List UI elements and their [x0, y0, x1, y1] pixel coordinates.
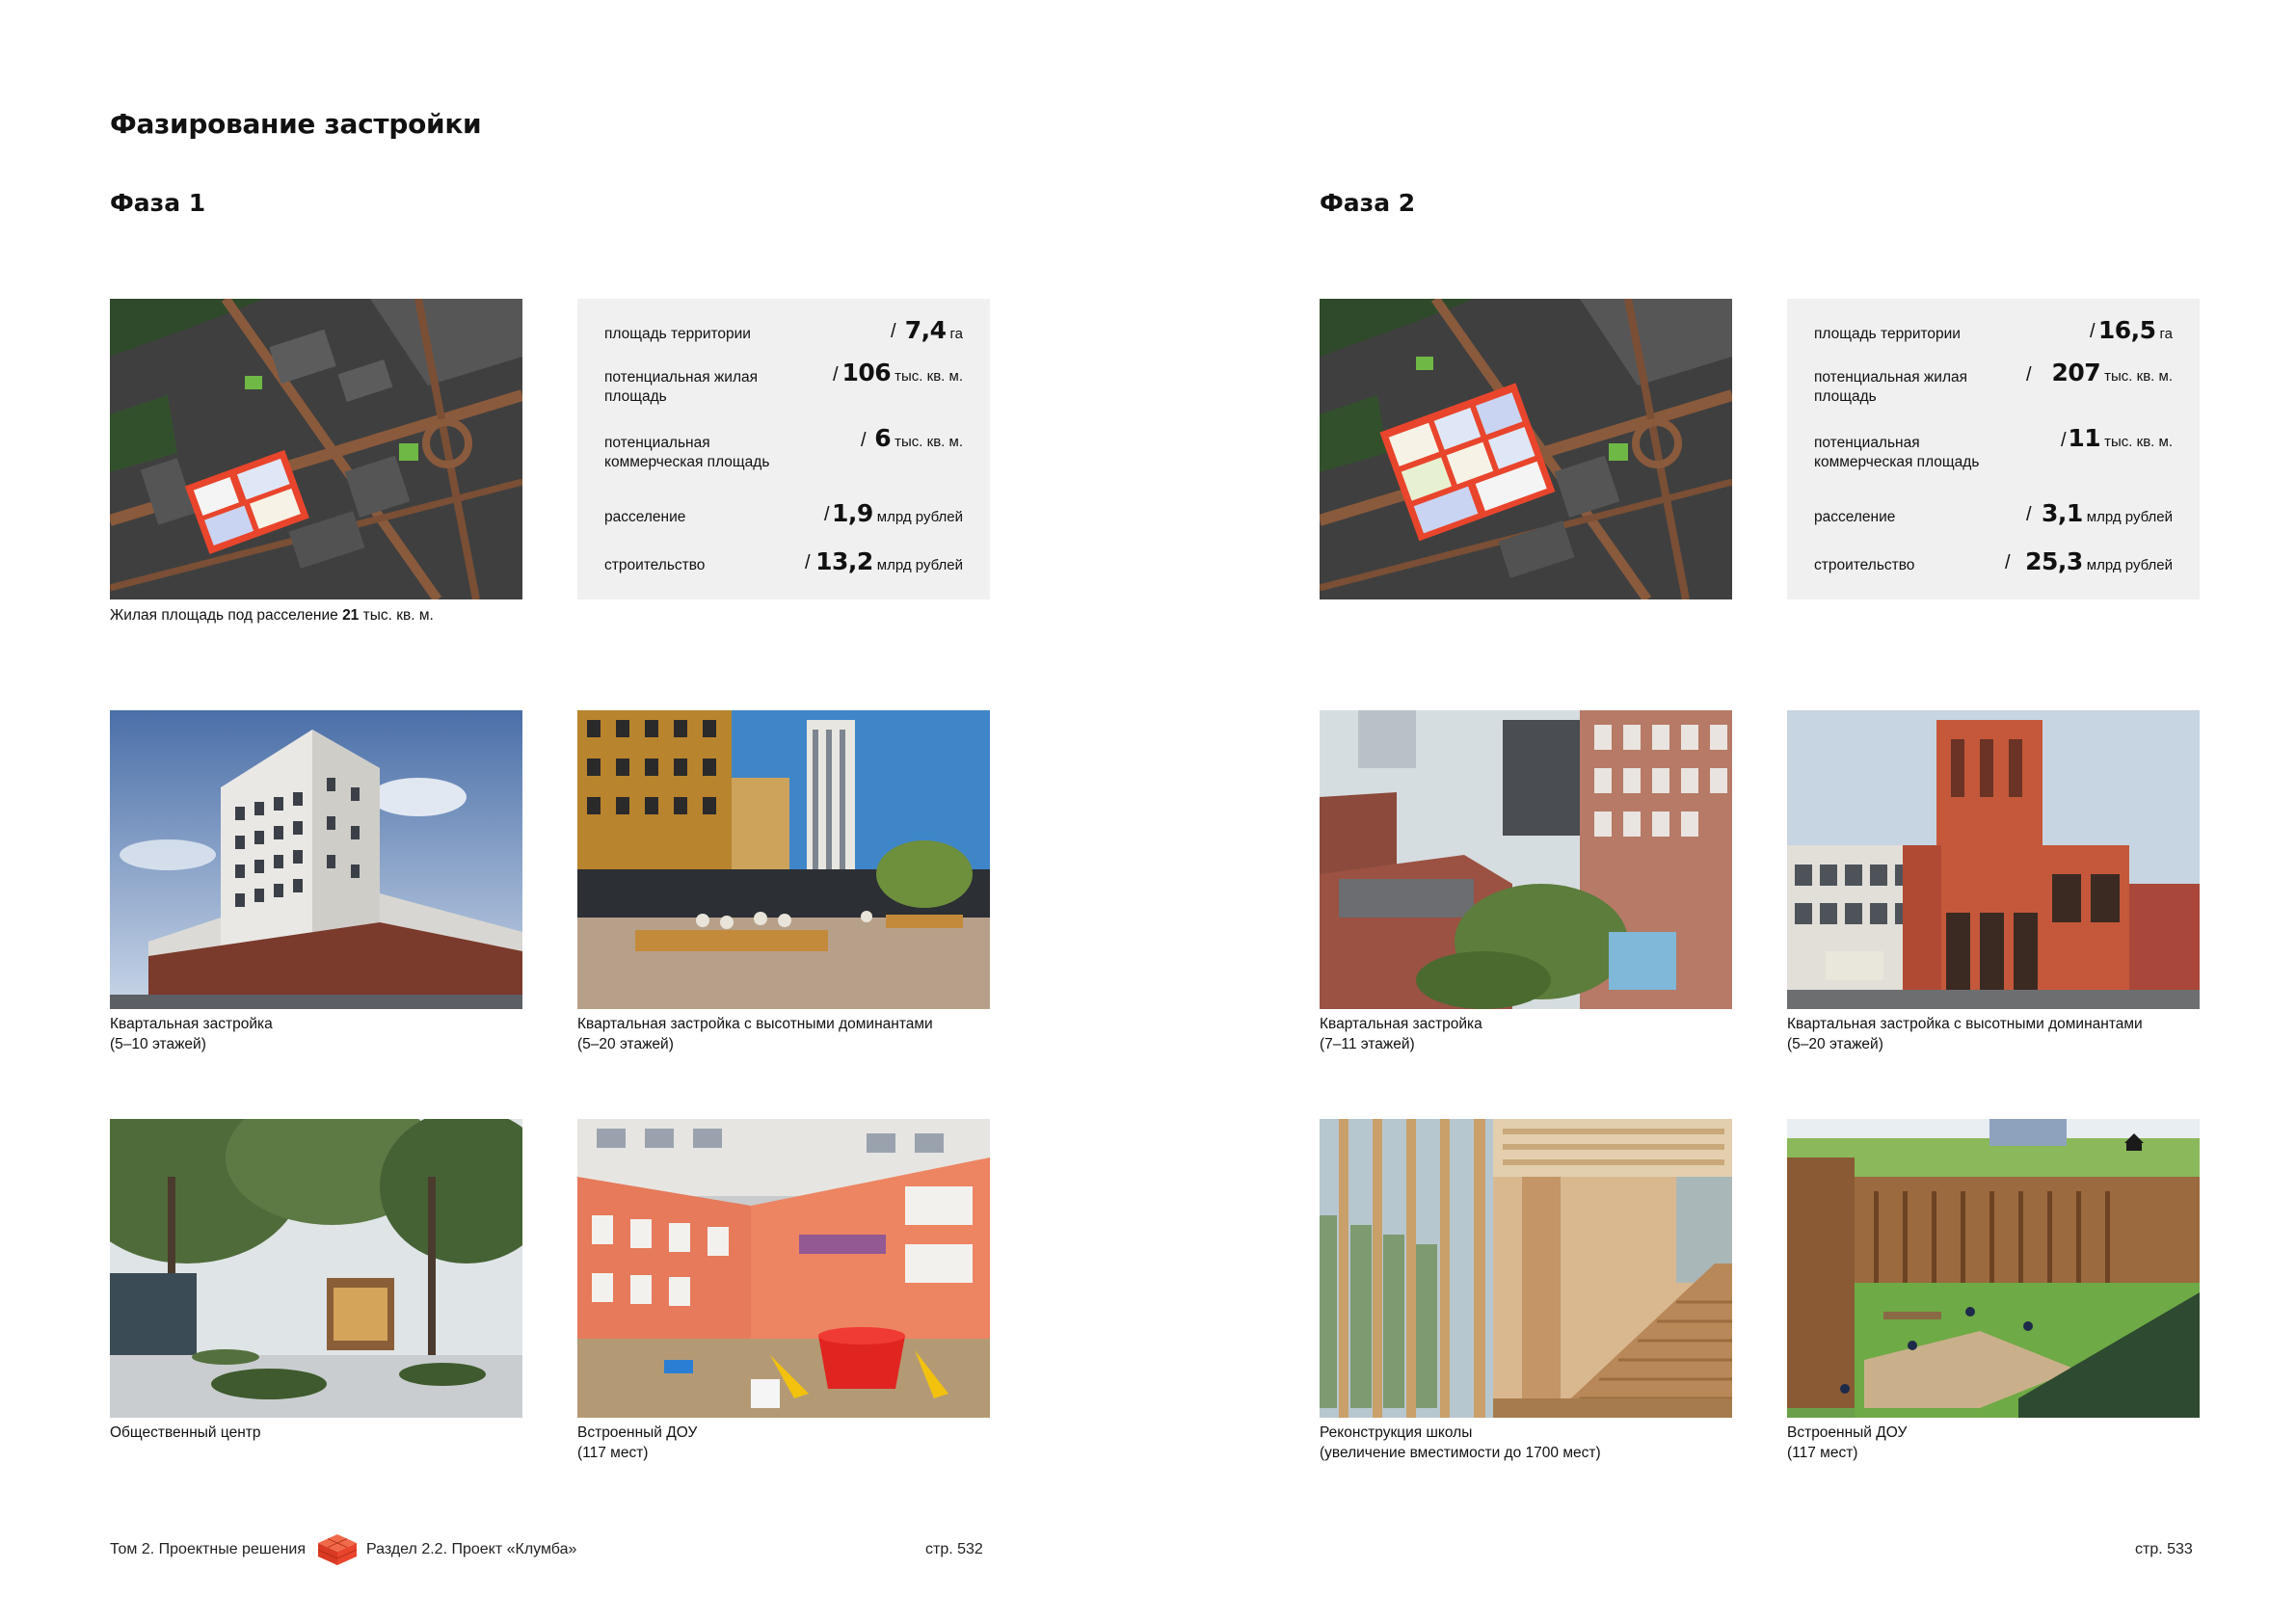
caption-line: Встроенный ДОУ: [1787, 1424, 1908, 1441]
stat-label: площадь территории: [604, 326, 751, 342]
stat-row-area: [1814, 316, 2173, 355]
phase2-photo-block-housing: [1320, 710, 1732, 1009]
stat-unit: тыс. кв. м.: [894, 368, 963, 385]
stat-number: 13,2: [815, 547, 873, 575]
stat-value: [874, 424, 963, 452]
phase1-photo-4-caption: [577, 1423, 697, 1463]
stat-separator: /: [824, 504, 830, 525]
stat-row-commercial: [1814, 424, 2173, 476]
stat-row-living: [1814, 359, 2173, 411]
caption-line: (7–11 этажей): [1320, 1036, 1415, 1052]
stat-value: [2051, 359, 2173, 386]
project-logo-icon: [316, 1532, 359, 1567]
phase1-photo-3-caption: [110, 1423, 261, 1443]
footer-volume: Том 2. Проектные решения: [110, 1541, 307, 1557]
stat-value: [2068, 424, 2173, 452]
stat-unit: тыс. кв. м.: [894, 434, 963, 450]
stat-separator: /: [891, 321, 896, 342]
stat-unit: млрд рублей: [876, 557, 963, 573]
phase2-photo-3-caption: [1320, 1423, 1601, 1463]
caption-line: Реконструкция школы: [1320, 1424, 1473, 1441]
stat-separator: /: [2005, 552, 2011, 573]
phase1-photo-public-center: [110, 1119, 522, 1418]
phase2-photo-brick-tower: [1787, 710, 2200, 1009]
stat-number: 7,4: [904, 316, 947, 344]
stat-row-resettlement: [1814, 499, 2173, 538]
stat-value: [2098, 316, 2173, 344]
caption-line: Квартальная застройка: [1320, 1016, 1482, 1032]
stat-value: [815, 547, 963, 575]
phase2-stats-panel: [1787, 299, 2200, 599]
caption-line: (5–10 этажей): [110, 1036, 206, 1052]
map-caption-value: 21: [342, 607, 360, 624]
footer-section: Раздел 2.2. Проект «Клумба»: [366, 1541, 577, 1557]
caption-line: Квартальная застройка с высотными доминантами: [1787, 1016, 2143, 1032]
stat-unit: млрд рублей: [2086, 557, 2173, 573]
phase1-photo-2-caption: [577, 1014, 933, 1054]
phase2-photo-school-interior: [1320, 1119, 1732, 1418]
stat-label: потенциальная жилая площадь: [604, 369, 759, 405]
footer-page-right: стр. 533: [2135, 1541, 2193, 1557]
stat-value: [832, 499, 963, 527]
caption-line: (117 мест): [577, 1445, 649, 1461]
map-caption-unit: тыс. кв. м.: [362, 607, 434, 624]
stat-separator: /: [833, 364, 839, 386]
stat-number: 11: [2068, 424, 2101, 452]
stat-label: потенциальная жилая площадь: [1814, 369, 1968, 405]
stat-unit: га: [2159, 326, 2173, 342]
stat-row-construction: [1814, 547, 2173, 586]
map-caption-prefix: Жилая площадь под расселение: [110, 607, 338, 624]
stat-unit: га: [949, 326, 963, 342]
caption-line: (117 мест): [1787, 1445, 1858, 1461]
stat-unit: тыс. кв. м.: [2104, 434, 2173, 450]
stat-value: [841, 359, 963, 386]
stat-separator: /: [2061, 430, 2067, 451]
phase2-site-map: [1320, 299, 1732, 599]
stat-label: расселение: [1814, 509, 1896, 525]
phase2-photo-1-caption: [1320, 1014, 1482, 1054]
phase1-title: Фаза 1: [110, 189, 206, 217]
stat-row-living: [604, 359, 963, 411]
stat-number: 6: [874, 424, 892, 452]
stat-separator: /: [2026, 364, 2032, 386]
caption-line: Квартальная застройка с высотными доминантами: [577, 1016, 933, 1032]
stat-unit: тыс. кв. м.: [2104, 368, 2173, 385]
phase1-map-caption: [110, 605, 434, 625]
stat-row-construction: [604, 547, 963, 586]
stat-number: 16,5: [2097, 316, 2156, 344]
caption-line: (5–20 этажей): [1787, 1036, 1883, 1052]
stat-label: площадь территории: [1814, 326, 1961, 342]
footer-page-left: стр. 532: [925, 1541, 983, 1557]
stat-number: 25,3: [2025, 547, 2083, 575]
phase1-photo-kindergarten: [577, 1119, 990, 1418]
stat-label: расселение: [604, 509, 686, 525]
stat-label: строительство: [604, 557, 706, 573]
phase1-photo-1-caption: [110, 1014, 273, 1054]
phase1-stats-panel: [577, 299, 990, 599]
phase1-photo-block-housing: [110, 710, 522, 1009]
phase2-title: Фаза 2: [1320, 189, 1416, 217]
stat-unit: млрд рублей: [876, 509, 963, 525]
stat-separator: /: [861, 430, 867, 451]
phase2-photo-2-caption: [1787, 1014, 2143, 1054]
phase1-photo-courtyard-tower: [577, 710, 990, 1009]
stat-unit: млрд рублей: [2086, 509, 2173, 525]
caption-line: Квартальная застройка: [110, 1016, 273, 1032]
stat-number: 106: [841, 359, 892, 386]
phase2-photo-kindergarten: [1787, 1119, 2200, 1418]
stat-row-commercial: [604, 424, 963, 476]
stat-number: 1,9: [831, 499, 873, 527]
stat-label: строительство: [1814, 557, 1915, 573]
stat-value: [2042, 499, 2173, 527]
stat-separator: /: [2026, 504, 2032, 525]
phase2-photo-4-caption: [1787, 1423, 1907, 1463]
stat-separator: /: [2090, 321, 2096, 342]
phase1-site-map: [110, 299, 522, 599]
caption-line: Общественный центр: [110, 1424, 261, 1441]
stat-number: 207: [2051, 359, 2101, 386]
stat-number: 3,1: [2041, 499, 2083, 527]
stat-value: [2025, 547, 2173, 575]
stat-label: потенциальная коммерческая площадь: [1814, 435, 1980, 470]
stat-label: потенциальная коммерческая площадь: [604, 435, 770, 470]
stat-value: [905, 316, 963, 344]
stat-row-resettlement: [604, 499, 963, 538]
stat-row-area: [604, 316, 963, 355]
caption-line: (5–20 этажей): [577, 1036, 674, 1052]
stat-separator: /: [805, 552, 811, 573]
caption-line: Встроенный ДОУ: [577, 1424, 698, 1441]
caption-line: (увеличение вместимости до 1700 мест): [1320, 1445, 1601, 1461]
page-title: Фазирование застройки: [110, 108, 482, 140]
